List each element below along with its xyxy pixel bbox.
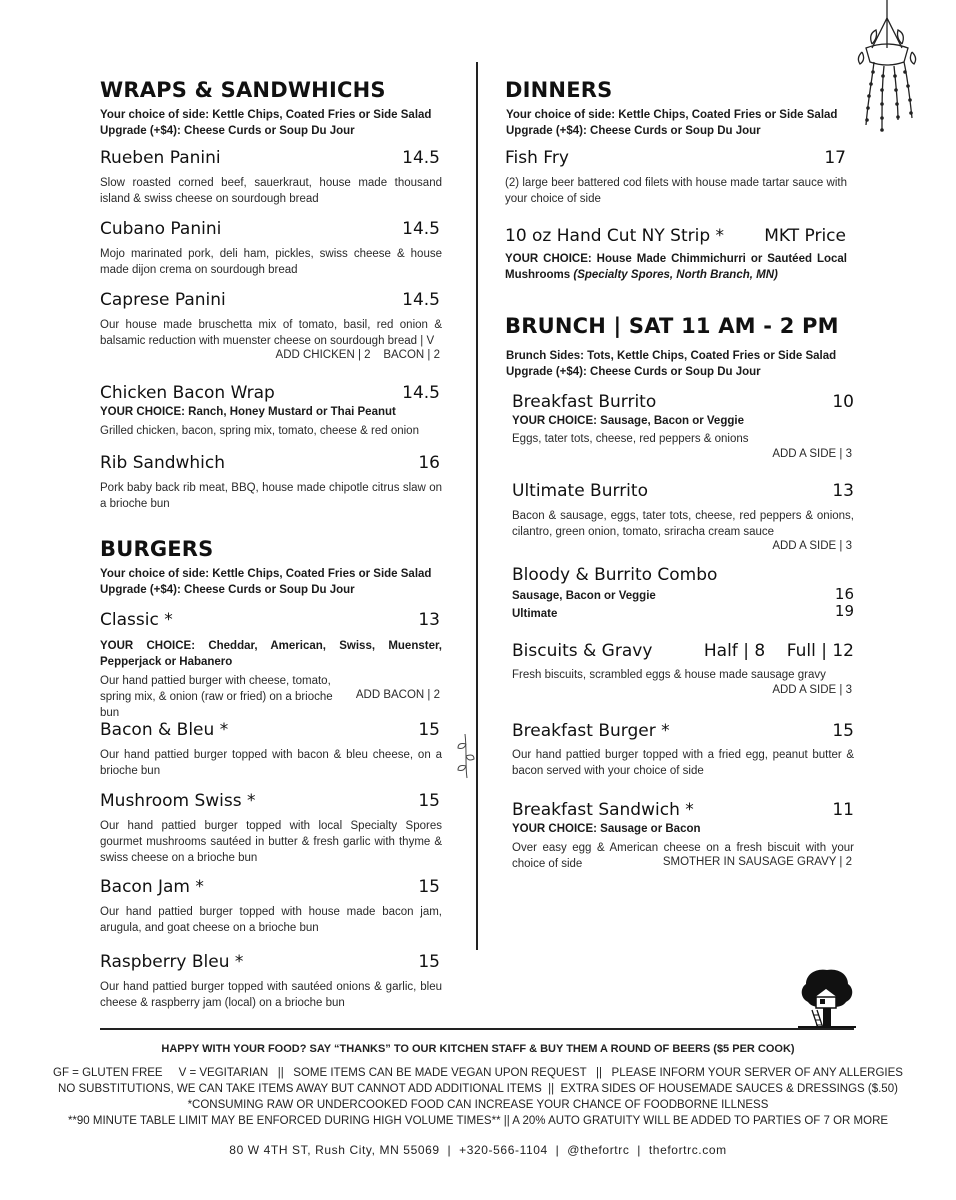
- menu-item-description: Eggs, tater tots, cheese, red peppers & onions: [512, 433, 749, 445]
- menu-item-name: Bloody & Burrito Combo: [512, 565, 718, 585]
- menu-item-addon: ADD BACON | 2: [355, 689, 440, 701]
- menu-item-addon: ADD CHICKEN | 2 BACON | 2: [275, 349, 440, 361]
- menu-item-description: Bacon & sausage, eggs, tater tots, cheese, red peppers & onions, cilantro, green onion, tomato, sriracha cream sauce: [512, 510, 854, 538]
- menu-item-name: Rib Sandwhich: [100, 453, 226, 473]
- menu-item-description: Our hand pattied burger with cheese, tomato, spring mix, & onion (raw or fried) on a brioche bun: [100, 675, 333, 719]
- menu-item-price: 14.5: [402, 219, 440, 239]
- menu-item-price: 15: [418, 877, 440, 897]
- menu-item-name: Fish Fry: [505, 148, 569, 168]
- burgers-side-line: Your choice of side: Kettle Chips, Coated Fries or Side Salad: [100, 568, 432, 580]
- menu-item-price: 17: [824, 148, 846, 168]
- footer-line: GF = GLUTEN FREE V = VEGITARIAN || SOME ITEMS CAN BE MADE VEGAN UPON REQUEST || PLEASE INFORM YOUR SERVER OF ANY ALLERGIES: [53, 1067, 903, 1079]
- choice-note: (Specialty Spores, North Branch, MN): [573, 269, 778, 281]
- menu-item-choice: YOUR CHOICE: Sausage or Bacon: [512, 823, 701, 835]
- combo-option-price: 19: [834, 602, 854, 620]
- menu-item-description: Pork baby back rib meat, BBQ, house made chipotle citrus slaw on a brioche bun: [100, 482, 442, 510]
- burgers-section-title: BURGERS: [100, 537, 214, 561]
- menu-item-description: (2) large beer battered cod filets with house made tartar sauce with your choice of side: [505, 177, 847, 205]
- menu-item-description: Our hand pattied burger topped with local Specialty Spores gourmet mushrooms sautéed in butter & fresh garlic with thyme & swiss cheese on a brioche bun: [100, 820, 442, 864]
- dinners-side-line: Your choice of side: Kettle Chips, Coated Fries or Side Salad: [506, 109, 838, 121]
- column-divider: [476, 62, 478, 950]
- menu-item-choice: YOUR CHOICE: Ranch, Honey Mustard or Thai Peanut: [100, 406, 396, 418]
- menu-item-description: Our hand pattied burger topped with a fried egg, peanut butter & bacon served with your choice of side: [512, 749, 854, 777]
- burgers-upgrade-line: Upgrade (+$4): Cheese Curds or Soup Du Jour: [100, 584, 355, 596]
- menu-item-name: Raspberry Bleu *: [100, 952, 244, 972]
- menu-item-addon: SMOTHER IN SAUSAGE GRAVY | 2: [662, 856, 852, 868]
- menu-item-choice: YOUR CHOICE: Sausage, Bacon or Veggie: [512, 415, 744, 427]
- menu-item-name: Caprese Panini: [100, 290, 226, 310]
- footer-line: *CONSUMING RAW OR UNDERCOOKED FOOD CAN INCREASE YOUR CHANCE OF FOODBORNE ILLNESS: [187, 1099, 769, 1111]
- choice-text: YOUR CHOICE: House Made Chimmichurri or Sautéed Local Mushrooms: [505, 253, 847, 281]
- brunch-upgrade-line: Upgrade (+$4): Cheese Curds or Soup Du Jour: [506, 366, 761, 378]
- dinners-section-title: DINNERS: [505, 78, 613, 102]
- menu-item-name: Classic *: [100, 610, 173, 630]
- combo-option: Sausage, Bacon or Veggie: [512, 590, 656, 602]
- menu-item-name: Bacon Jam *: [100, 877, 204, 897]
- menu-item-addon: ADD A SIDE | 3: [772, 684, 852, 696]
- menu-item-name: Breakfast Burrito: [512, 392, 657, 412]
- menu-item-addon: ADD A SIDE | 3: [772, 448, 852, 460]
- menu-item-name: Ultimate Burrito: [512, 481, 648, 501]
- menu-item-name: Mushroom Swiss *: [100, 791, 256, 811]
- menu-item-description: Mojo marinated pork, deli ham, pickles, swiss cheese & house made dijon crema on sourdough bread: [100, 248, 442, 276]
- combo-option: Ultimate: [512, 608, 558, 620]
- menu-item-description: Over easy egg & American cheese on a fresh biscuit with your choice of side: [512, 842, 854, 870]
- menu-item-choice: [505, 251, 847, 283]
- menu-item-price: 15: [418, 952, 440, 972]
- menu-item-description: Our hand pattied burger topped with house made bacon jam, arugula, and goat cheese on a brioche bun: [100, 906, 442, 934]
- menu-item-description: Grilled chicken, bacon, spring mix, tomato, cheese & red onion: [100, 425, 419, 437]
- menu-item-description: Slow roasted corned beef, sauerkraut, house made thousand island & swiss cheese on sourdough bread: [100, 177, 442, 205]
- menu-item-description: Fresh biscuits, scrambled eggs & house made sausage gravy: [512, 669, 826, 681]
- brunch-section-title: BRUNCH | SAT 11 AM - 2 PM: [505, 314, 839, 338]
- treehouse-icon: [798, 966, 856, 1028]
- menu-item-price: 10: [832, 392, 854, 412]
- menu-item-name: Chicken Bacon Wrap: [100, 383, 275, 403]
- menu-item-price: MKT Price: [764, 226, 846, 246]
- menu-item-price: 14.5: [402, 148, 440, 168]
- menu-item-price: 14.5: [402, 383, 440, 403]
- menu-item-name: Biscuits & Gravy: [512, 641, 653, 661]
- menu-item-price: 16: [418, 453, 440, 473]
- wraps-upgrade-line: Upgrade (+$4): Cheese Curds or Soup Du Jour: [100, 125, 355, 137]
- menu-item-price: 15: [832, 721, 854, 741]
- footer-thanks: HAPPY WITH YOUR FOOD? SAY “THANKS” TO OUR KITCHEN STAFF & BUY THEM A ROUND OF BEERS ($5 PER COOK): [161, 1043, 795, 1055]
- menu-item-description: Our hand pattied burger topped with sautéed onions & garlic, bleu cheese & raspberry jam (local) on a brioche bun: [100, 981, 442, 1009]
- footer-line: **90 MINUTE TABLE LIMIT MAY BE ENFORCED DURING HIGH VOLUME TIMES** || A 20% AUTO GRATUITY WILL BE ADDED TO PARTIES OF 7 OR MORE: [67, 1115, 889, 1127]
- wraps-side-line: Your choice of side: Kettle Chips, Coated Fries or Side Salad: [100, 109, 432, 121]
- wraps-section-title: WRAPS & SANDWHICHS: [100, 78, 386, 102]
- menu-item-price: Half | 8 Full | 12: [703, 641, 854, 661]
- menu-item-name: Breakfast Burger *: [512, 721, 670, 741]
- footer-line: NO SUBSTITUTIONS, WE CAN TAKE ITEMS AWAY BUT CANNOT ADD ADDITIONAL ITEMS || EXTRA SIDES OF HOUSEMADE SAUCES & DRESSINGS ($.50): [58, 1083, 898, 1095]
- menu-item-name: 10 oz Hand Cut NY Strip *: [505, 226, 725, 246]
- footer-address: 80 W 4TH ST, Rush City, MN 55069 | +320-566-1104 | @thefortrc | thefortrc.com: [229, 1143, 727, 1157]
- menu-item-choice: YOUR CHOICE: Cheddar, American, Swiss, Muenster, Pepperjack or Habanero: [100, 640, 442, 668]
- menu-item-price: 13: [418, 610, 440, 630]
- menu-item-addon: ADD A SIDE | 3: [772, 540, 852, 552]
- menu-item-name: Bacon & Bleu *: [100, 720, 229, 740]
- menu-item-price: 13: [832, 481, 854, 501]
- menu-item-name: Cubano Panini: [100, 219, 222, 239]
- dinners-upgrade-line: Upgrade (+$4): Cheese Curds or Soup Du Jour: [506, 125, 761, 137]
- menu-item-description: Our house made bruschetta mix of tomato, basil, red onion & balsamic reduction with muenster cheese on sourdough bread | V: [100, 319, 442, 347]
- hanging-plant-icon: [852, 0, 922, 145]
- leaf-sprig-icon: [455, 730, 477, 780]
- menu-item-price: 14.5: [402, 290, 440, 310]
- menu-item-description: Our hand pattied burger topped with bacon & bleu cheese, on a brioche bun: [100, 749, 442, 777]
- combo-option-price: 16: [834, 585, 854, 603]
- brunch-side-line: Brunch Sides: Tots, Kettle Chips, Coated Fries or Side Salad: [506, 350, 837, 362]
- menu-item-price: 15: [418, 791, 440, 811]
- footer-divider: [100, 1028, 854, 1030]
- menu-item-name: Rueben Panini: [100, 148, 221, 168]
- menu-item-name: Breakfast Sandwich *: [512, 800, 694, 820]
- menu-item-price: 11: [832, 800, 854, 820]
- menu-item-price: 15: [418, 720, 440, 740]
